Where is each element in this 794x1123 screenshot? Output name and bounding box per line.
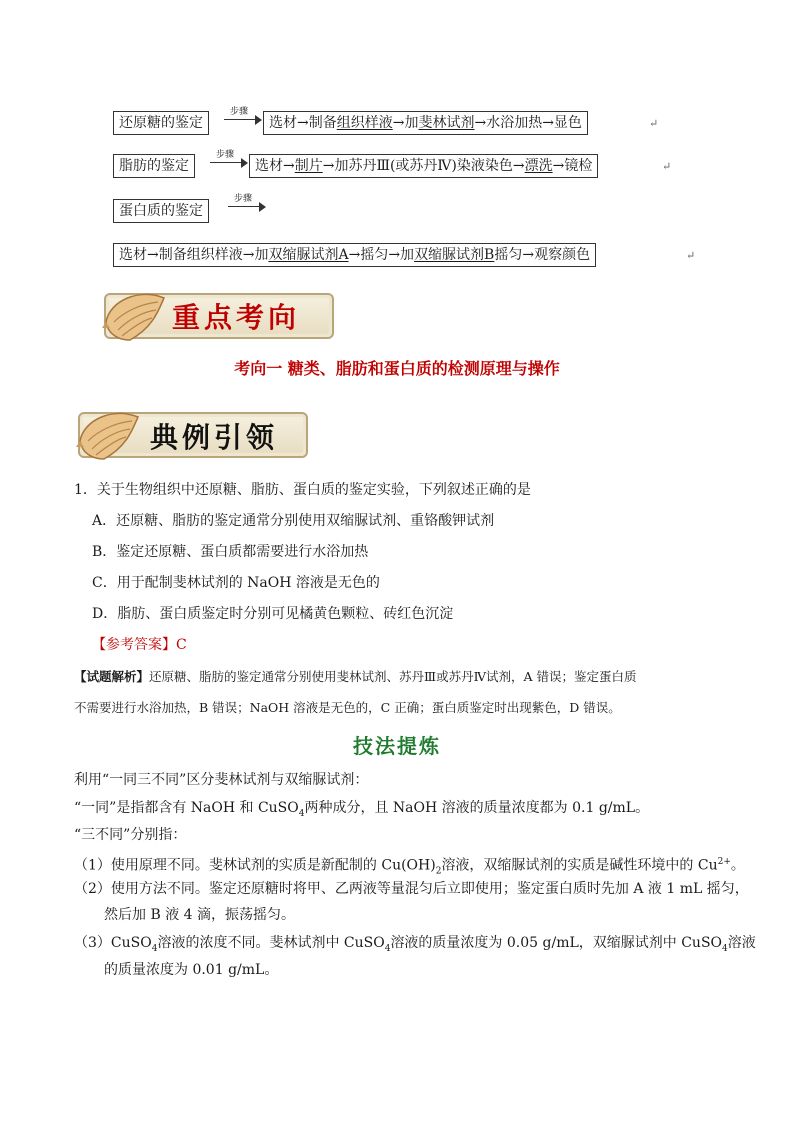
skills-same xyxy=(74,798,649,824)
step-arrow-2 xyxy=(210,149,248,169)
option-b: B．鉴定还原糖、蛋白质都需要进行水浴加热 xyxy=(92,544,369,560)
step-text: →摇匀→加 xyxy=(348,247,415,263)
fat-title: 脂肪的鉴定 xyxy=(119,158,189,174)
answer-value: C xyxy=(176,637,187,653)
analysis-label: 【试题解析】 xyxy=(74,669,150,684)
skills-point-3-line-1 xyxy=(74,933,756,959)
option-c: C．用于配制斐林试剂的 NaOH 溶液是无色的 xyxy=(92,575,380,591)
step-label: 步骤 xyxy=(216,150,235,160)
step-key-term: 制片 xyxy=(294,158,323,174)
subscript: 4 xyxy=(384,943,391,954)
step-text: →加 xyxy=(392,115,419,131)
step-text: →加苏丹Ⅲ(或苏丹Ⅳ)染液染色→ xyxy=(322,158,525,174)
text: （1）使用原理不同。斐林试剂的实质是新配制的 Cu(OH) xyxy=(74,857,436,874)
subscript: 4 xyxy=(722,943,728,954)
fat-steps-box xyxy=(249,154,598,178)
text: （3）CuSO xyxy=(74,935,152,951)
typical-example-banner-text: 典例引领 xyxy=(150,421,279,454)
text: 溶液 xyxy=(727,935,756,951)
step-key-term: 漂洗 xyxy=(524,158,553,174)
protein-steps-box xyxy=(113,243,596,267)
step-text: 选材→ xyxy=(255,158,295,174)
step-text: 摇匀→观察颜色 xyxy=(494,247,591,263)
text: 溶液，双缩脲试剂的实质是碱性环境中的 Cu xyxy=(441,857,718,874)
subscript: 2 xyxy=(435,866,442,877)
paragraph-mark: ↵ xyxy=(649,117,659,130)
paragraph-mark: ↵ xyxy=(662,160,672,173)
reference-answer xyxy=(92,635,187,655)
protein-title-box xyxy=(113,199,209,223)
text: 两种成分，且 NaOH 溶液的质量浓度都为 0.1 g/mL。 xyxy=(304,800,650,816)
fat-title-box xyxy=(113,154,195,178)
seashell-icon xyxy=(74,401,146,465)
subscript: 4 xyxy=(298,808,305,819)
step-key-term: 双缩脲试剂B xyxy=(414,247,495,263)
reducing-sugar-title: 还原糖的鉴定 xyxy=(119,115,203,131)
step-text: →镜检 xyxy=(552,158,593,174)
skills-point-1 xyxy=(74,852,745,881)
step-arrow-1 xyxy=(224,106,262,126)
answer-label: 【参考答案】 xyxy=(92,637,176,653)
analysis-line-1 xyxy=(74,667,637,687)
step-arrow-3 xyxy=(228,193,266,213)
step-key-term: 双缩脲试剂A xyxy=(268,247,349,263)
analysis-text: 还原糖、脂肪的鉴定通常分别使用斐林试剂、苏丹Ⅲ或苏丹Ⅳ试剂，A 错误；鉴定蛋白质 xyxy=(149,669,637,684)
skills-intro: 利用“一同三不同”区分斐林试剂与双缩脲试剂： xyxy=(74,772,369,788)
text: 。 xyxy=(730,857,745,874)
analysis-line-2: 不需要进行水浴加热，B 错误；NaOH 溶液是无色的，C 正确；蛋白质鉴定时出现紫色，D 错误。 xyxy=(74,700,621,715)
seashell-icon xyxy=(100,282,172,346)
section-title: 考向一 糖类、脂肪和蛋白质的检测原理与操作 xyxy=(234,359,560,378)
skills-point-3-line-2: 的质量浓度为 0.01 g/mL。 xyxy=(104,962,279,978)
text: 溶液的浓度不同。斐林试剂中 CuSO xyxy=(157,935,385,951)
step-label: 步骤 xyxy=(234,194,253,204)
skills-diff-intro: “三不同”分别指： xyxy=(74,827,187,843)
option-a: A．还原糖、脂肪的鉴定通常分别使用双缩脲试剂、重铬酸钾试剂 xyxy=(92,513,495,529)
superscript: 2+ xyxy=(717,857,731,867)
reducing-sugar-steps-box xyxy=(263,111,588,135)
question-stem: 1．关于生物组织中还原糖、脂肪、蛋白质的鉴定实验，下列叙述正确的是 xyxy=(74,482,531,498)
protein-title: 蛋白质的鉴定 xyxy=(119,203,203,219)
text: 溶液的质量浓度为 0.05 g/mL，双缩脲试剂中 CuSO xyxy=(390,935,723,951)
reducing-sugar-title-box xyxy=(113,111,209,135)
text: “一同”是指都含有 NaOH 和 CuSO xyxy=(74,800,299,816)
step-key-term: 斐林试剂 xyxy=(418,115,475,131)
step-text: 选材→制备 xyxy=(269,115,337,131)
step-key-term: 组织样液 xyxy=(336,115,393,131)
key-direction-banner-text: 重点考向 xyxy=(172,301,301,334)
step-label: 步骤 xyxy=(230,107,249,117)
skills-title: 技法提炼 xyxy=(353,734,441,758)
option-d: D．脂肪、蛋白质鉴定时分别可见橘黄色颗粒、砖红色沉淀 xyxy=(92,606,454,622)
step-text: →水浴加热→显色 xyxy=(474,115,582,131)
paragraph-mark: ↵ xyxy=(686,249,696,262)
step-text: 选材→制备组织样液→加 xyxy=(119,247,269,263)
skills-point-2-line-1: （2）使用方法不同。鉴定还原糖时将甲、乙两液等量混匀后立即使用；鉴定蛋白质时先加 A 液 1 mL 摇匀， xyxy=(74,881,749,897)
skills-point-2-line-2: 然后加 B 液 4 滴，振荡摇匀。 xyxy=(104,907,295,923)
subscript: 4 xyxy=(151,943,158,954)
